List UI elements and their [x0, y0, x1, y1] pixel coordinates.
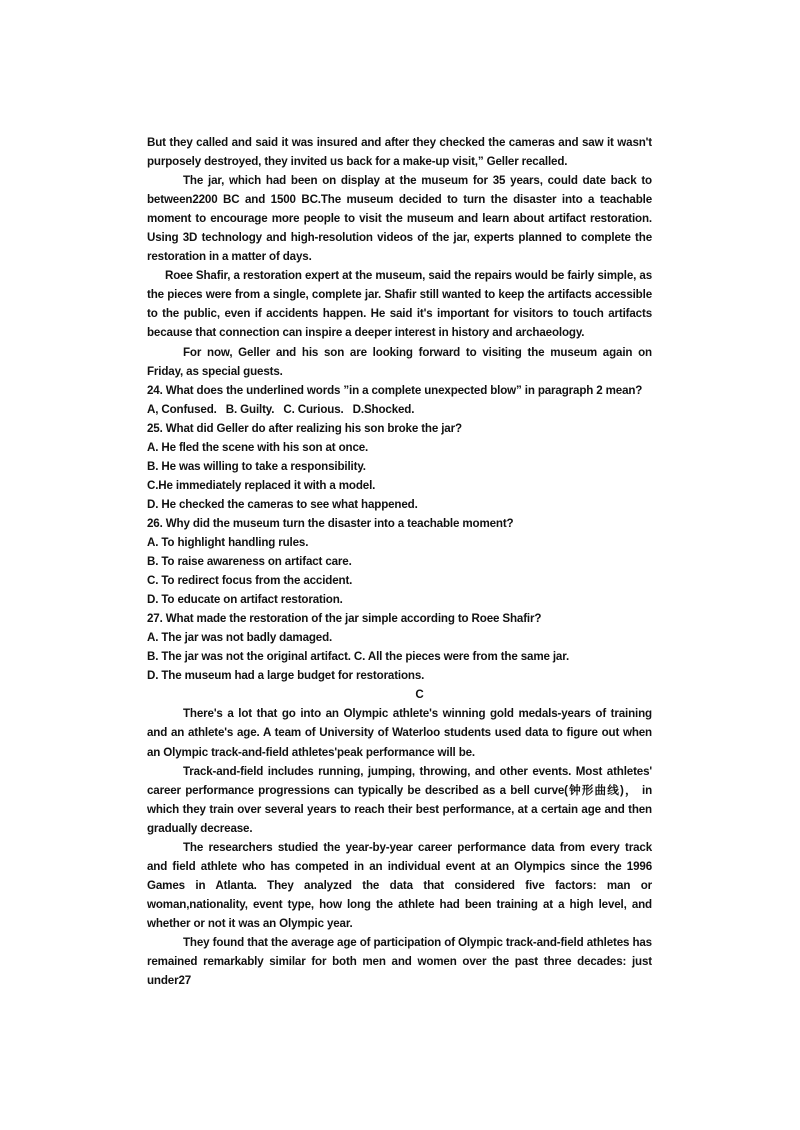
- question-26: [147, 514, 652, 609]
- passage-paragraph: For now, Geller and his son are looking forward to visiting the museum again on Friday, as special guests.: [147, 345, 652, 378]
- question-24: [147, 381, 652, 419]
- option-d: D. To educate on artifact restoration.: [147, 593, 343, 607]
- question-stem: 26. Why did the museum turn the disaster into a teachable moment?: [147, 516, 514, 530]
- option-d: D. He checked the cameras to see what happened.: [147, 497, 418, 511]
- option-b: B. To raise awareness on artifact care.: [147, 555, 352, 569]
- option-b-c: B. The jar was not the original artifact. C. All the pieces were from the same jar.: [147, 650, 570, 664]
- option-b: B. Guilty.: [225, 402, 275, 416]
- section-heading-c: C: [415, 688, 424, 702]
- option-b: B. He was willing to take a responsibility.: [147, 459, 366, 473]
- passage-paragraph: But they called and said it was insured and after they checked the cameras and saw it wasn't purposely destroyed, they invited us back for a make-up visit,” Geller recalled.: [147, 136, 652, 169]
- question-stem: 24. What does the underlined words ”in a complete unexpected blow” in paragraph 2 mean?: [147, 383, 643, 397]
- option-c: C. Curious.: [283, 402, 344, 416]
- option-a: A. He fled the scene with his son at once.: [147, 440, 369, 454]
- option-d: D. The museum had a large budget for restorations.: [147, 669, 425, 683]
- question-options: [147, 400, 652, 419]
- passage-paragraph: They found that the average age of participation of Olympic track-and-field athletes has remained remarkably similar for both men and women over the past three decades: just under27: [147, 935, 652, 988]
- question-27: [147, 609, 652, 685]
- passage-paragraph: There's a lot that go into an Olympic athlete's winning gold medals-years of training and an athlete's age. A team of University of Waterloo students used data to figure out when an Olympic track-and-field athletes'peak performance will be.: [147, 707, 652, 759]
- question-stem: 27. What made the restoration of the jar simple according to Roee Shafir?: [147, 612, 542, 626]
- passage-paragraph: The researchers studied the year-by-year career performance data from every track and field athlete who has competed in an individual event at an Olympics since the 1996 Games in Atlanta. They analyzed the data that considered five factors: man or woman,nationality, event type, how long the athlete had been training at a high level, and whether or not it was an Olympic year.: [147, 840, 652, 930]
- option-a: A, Confused.: [147, 402, 217, 416]
- passage-paragraph: The jar, which had been on display at the museum for 35 years, could date back to between2200 BC and 1500 BC.The museum decided to turn the disaster into a teachable moment to encourage more people to visit the museum and learn about artifact restoration. Using 3D technology and high-resolution videos of the jar, experts planned to complete the restoration in a matter of days.: [147, 174, 652, 264]
- exam-page: [147, 133, 652, 990]
- passage-paragraph: Roee Shafir, a restoration expert at the museum, said the repairs would be fairly simple, as the pieces were from a single, complete jar. Shafir still wanted to keep the artifacts accessible to the public, even if accidents happen. He said it's important for visitors to touch artifacts because that connection can inspire a deeper interest in history and archaeology.: [147, 269, 652, 340]
- option-a: A. To highlight handling rules.: [147, 535, 309, 549]
- option-d: D.Shocked.: [352, 402, 415, 416]
- option-c: C. To redirect focus from the accident.: [147, 574, 353, 588]
- option-a: A. The jar was not badly damaged.: [147, 631, 333, 645]
- question-stem: 25. What did Geller do after realizing his son broke the jar?: [147, 421, 462, 435]
- passage-paragraph: Track-and-field includes running, jumping, throwing, and other events. Most athletes' career performance progressions can typically be described as a bell curve(钟形曲线)， in which they train over several years to reach their best performance, at a certain age and then gradually decrease.: [147, 764, 652, 835]
- option-c: C.He immediately replaced it with a model.: [147, 478, 376, 492]
- question-25: [147, 419, 652, 514]
